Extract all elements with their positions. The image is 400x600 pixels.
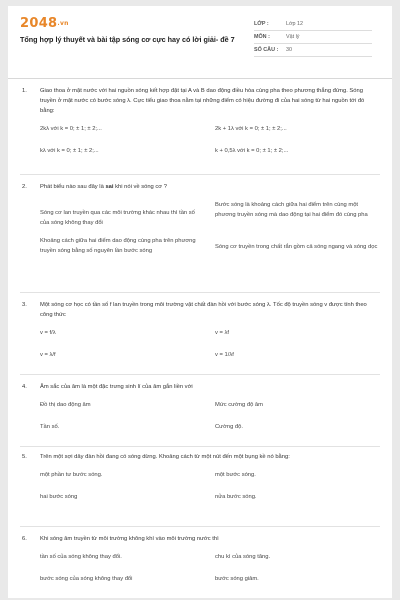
document-header <box>8 6 392 62</box>
question-text: Một sóng cơ học có tần số f lan truyền trong môi trường vật chất đàn hồi với bước sóng λ. Tốc độ truyền sóng v được tính theo công thức <box>40 302 367 318</box>
header-divider <box>8 78 392 79</box>
answer-option[interactable]: nửa bước sóng. <box>215 494 257 500</box>
question-3 <box>20 300 380 360</box>
answer-option[interactable]: 2k + 1λ với k = 0; ± 1; ± 2;... <box>215 126 287 132</box>
answer-option[interactable]: Cường độ. <box>215 424 243 430</box>
answer-option[interactable]: Sóng cơ truyền trong chất rắn gồm cả sóng ngang và sóng dọc <box>215 244 378 250</box>
answer-option[interactable]: hai bước sóng <box>40 494 78 500</box>
meta-value: 30 <box>286 47 292 53</box>
meta-row-class <box>254 18 372 31</box>
question-6 <box>20 534 380 584</box>
meta-key: MÔN : <box>254 34 270 40</box>
question-4 <box>20 382 380 432</box>
answer-option[interactable]: v = f/λ <box>40 330 56 336</box>
meta-key: LỚP : <box>254 21 269 27</box>
question-text: Trên một sợi dây đàn hồi đang có sóng dừng. Khoảng cách từ một nút đến một bụng kề nó bằng: <box>40 454 290 460</box>
question-number: 3. <box>22 302 27 308</box>
answer-option[interactable]: một bước sóng. <box>215 472 256 478</box>
answer-option[interactable]: Đồ thị dao động âm <box>40 402 91 408</box>
question-text-emphasis: sai <box>105 184 114 190</box>
meta-key: SỐ CÂU : <box>254 47 279 53</box>
answer-options <box>40 470 380 502</box>
question-text <box>40 182 380 192</box>
question-2 <box>20 182 380 256</box>
question-1 <box>20 86 380 156</box>
question-text: Khi sóng âm truyền từ môi trường không khí vào môi trường nước thì <box>40 536 219 542</box>
logo-suffix: .vn <box>57 20 69 27</box>
answer-option[interactable]: v = λf <box>215 330 230 336</box>
logo-text: 2048 <box>20 16 58 31</box>
meta-value: Vật lý <box>286 34 300 40</box>
question-number: 2. <box>22 184 27 190</box>
answer-options <box>40 328 380 360</box>
question-number: 4. <box>22 384 27 390</box>
question-text-pre: Phát biểu nào sau đây là <box>40 184 106 190</box>
answer-option[interactable]: Bước sóng là khoảng cách giữa hai điểm trên cùng một phương truyền sóng mà dao động tại hai điểm đó cùng pha <box>215 202 368 218</box>
answer-option[interactable]: Khoảng cách giữa hai điểm dao động cùng pha trên phương truyền sóng bằng số nguyên lần bước sóng <box>40 238 196 254</box>
answer-option[interactable]: chu kì của sóng tăng. <box>215 554 271 560</box>
meta-table <box>254 18 372 57</box>
answer-option[interactable]: bước sóng giảm. <box>215 576 259 582</box>
meta-value: Lớp 12 <box>286 21 304 27</box>
answer-option[interactable]: Tần số. <box>40 424 60 430</box>
question-number: 1. <box>22 88 27 94</box>
answer-option[interactable]: một phần tư bước sóng. <box>40 472 103 478</box>
question-divider <box>20 292 380 293</box>
answer-option[interactable]: Sóng cơ lan truyền qua các môi trường khác nhau thì tần số của sóng không thay đổi <box>40 210 195 226</box>
answer-option[interactable]: Mức cường độ âm <box>215 402 263 408</box>
question-divider <box>20 526 380 527</box>
answer-options <box>40 400 380 432</box>
answer-options <box>40 200 380 256</box>
document-page <box>8 6 392 598</box>
question-5 <box>20 452 380 502</box>
meta-row-count <box>254 44 372 57</box>
answer-options <box>40 124 380 156</box>
answer-option[interactable]: bước sóng của sóng không thay đổi <box>40 576 133 582</box>
answer-option[interactable]: v = λ/f <box>40 352 56 358</box>
question-divider <box>20 374 380 375</box>
answer-option[interactable]: 2kλ với k = 0; ± 1; ± 2;... <box>40 126 102 132</box>
meta-row-subject <box>254 31 372 44</box>
document-title: Tổng hợp lý thuyết và bài tập sóng cơ cực hay có lời giải- đề 7 <box>20 35 235 44</box>
question-number: 5. <box>22 454 27 460</box>
answer-option[interactable]: kλ với k = 0; ± 1; ± 2;... <box>40 148 99 154</box>
answer-option[interactable]: tần số của sóng không thay đổi. <box>40 554 122 560</box>
question-text: Âm sắc của âm là một đặc trưng sinh lí của âm gắn liền với <box>40 384 193 390</box>
question-divider <box>20 446 380 447</box>
answer-options <box>40 552 380 584</box>
question-text: Giao thoa ở mặt nước với hai nguồn sóng kết hợp đặt tại A và B dao động điều hòa cùng pha theo phương thẳng đứng. Sóng truyền ở mặt nước có bước sóng λ. Cực tiểu giao thoa nằm tại những điểm có hiệu đường đi của hai sóng từ hai nguồn tới đó bằng: <box>40 88 365 114</box>
question-text-post: khi nói về sóng cơ ? <box>113 184 167 190</box>
question-divider <box>20 174 380 175</box>
answer-option[interactable]: v = 1/λf <box>215 352 234 358</box>
question-number: 6. <box>22 536 27 542</box>
answer-option[interactable]: k + 0,5λ với k = 0; ± 1; ± 2;... <box>215 148 289 154</box>
